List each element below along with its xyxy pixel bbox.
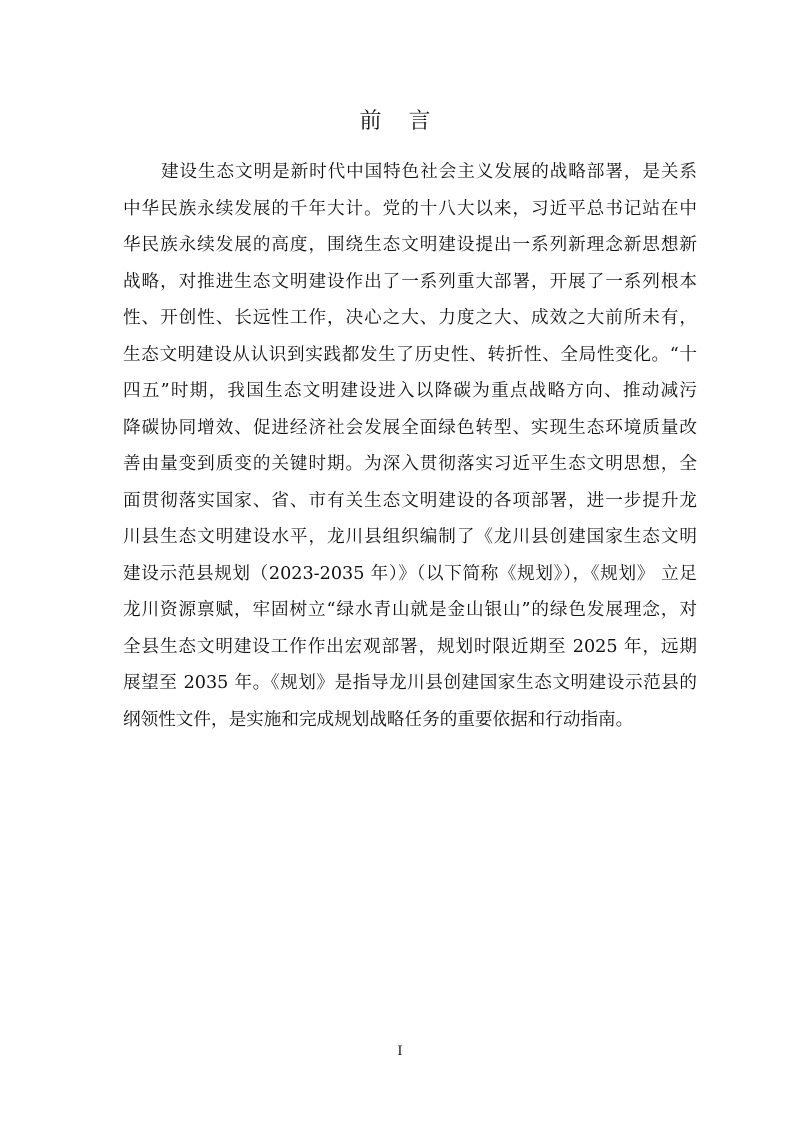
- paragraph-line-6: 生态文明建设从认识到实践都发生了历史性、转折性、全局性变化。“十: [123, 344, 697, 365]
- paragraph-line-8: 降碳协同增效、促进经济社会发展全面绿色转型、实现生态环境质量改: [123, 417, 697, 438]
- paragraph-line-11: 川县生态文明建设水平，龙川县组织编制了《龙川县创建国家生态文明: [123, 527, 697, 547]
- body-paragraph: [123, 154, 697, 738]
- paragraph-line-3: 华民族永续发展的高度，围绕生态文明建设提出一系列新理念新思想新: [123, 235, 697, 255]
- paragraph-line-14: 全县生态文明建设工作作出宏观部署，规划时限近期至 2025 年，远期: [123, 636, 697, 657]
- paragraph-line-12: 建设示范县规划（2023-2035 年）》（以下简称《规划》），《规划》 立足: [123, 563, 697, 584]
- paragraph-line-10: 面贯彻落实国家、省、市有关生态文明建设的各项部署，进一步提升龙: [123, 490, 697, 511]
- paragraph-line-4: 战略，对推进生态文明建设作出了一系列重大部署，开展了一系列根本: [123, 271, 697, 292]
- paragraph-line-13: 龙川资源禀赋，牢固树立“绿水青山就是金山银山”的绿色发展理念，对: [123, 600, 697, 620]
- paragraph-line-7: 四五”时期，我国生态文明建设进入以降碳为重点战略方向、推动减污: [123, 381, 697, 401]
- paragraph-line-2: 中华民族永续发展的千年大计。党的十八大以来，习近平总书记站在中: [123, 198, 697, 219]
- page-title: 前 言: [359, 109, 441, 134]
- paragraph-line-9: 善由量变到质变的关键时期。为深入贯彻落实习近平生态文明思想，全: [123, 454, 697, 474]
- paragraph-line-16: 纲领性文件，是实施和完成规划战略任务的重要依据和行动指南。: [123, 709, 634, 730]
- paragraph-line-15: 展望至 2035 年。《规划》是指导龙川县创建国家生态文明建设示范县的: [123, 673, 697, 693]
- paragraph-line-5: 性、开创性、长远性工作，决心之大、力度之大、成效之大前所未有，: [123, 308, 697, 328]
- paragraph-line-1: 建设生态文明是新时代中国特色社会主义发展的战略部署，是关系: [161, 162, 697, 182]
- page-number: I: [397, 1044, 403, 1059]
